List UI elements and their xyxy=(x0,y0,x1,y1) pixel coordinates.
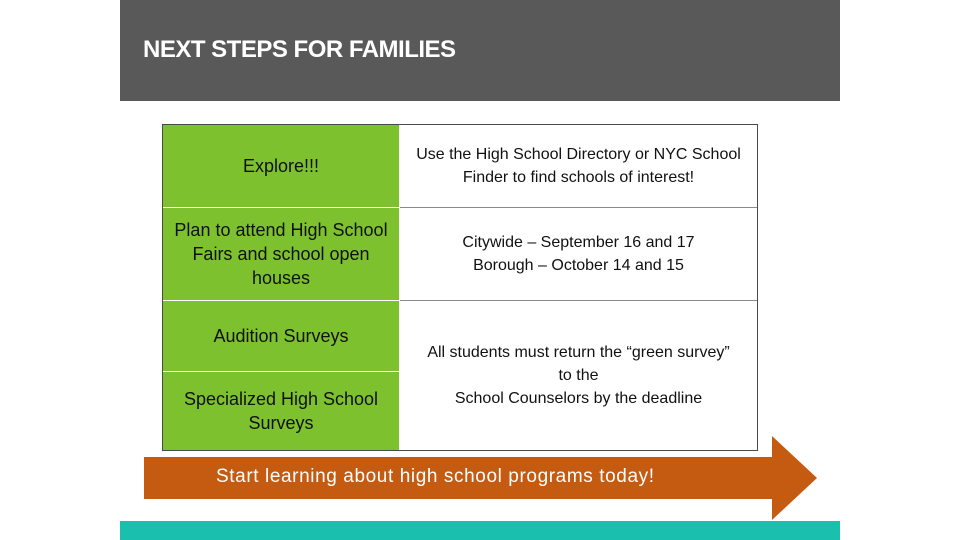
audition-surveys-text: Audition Surveys xyxy=(213,326,349,346)
row-fairs-detail xyxy=(400,208,757,300)
counselors-deadline-text: School Counselors by the deadline xyxy=(454,390,703,407)
explore-detail-end: to find schools of interest! xyxy=(508,169,695,186)
explore-detail-text: Use the xyxy=(416,146,476,163)
fairs-text: Plan to attend High School Fairs and school open houses xyxy=(174,220,388,288)
row-explore-detail xyxy=(400,125,757,207)
footer-bar xyxy=(120,521,840,540)
citywide-dates: – September 16 and 17 xyxy=(522,234,695,251)
citywide-label: Citywide xyxy=(462,234,523,251)
specialized-surveys-text: Specialized High School Surveys xyxy=(183,389,379,433)
row-fairs-label xyxy=(163,208,399,300)
start-learning-text: Start learning about high school programs today! xyxy=(216,466,655,487)
row-audition-label xyxy=(163,301,399,371)
citywide-line xyxy=(462,231,694,254)
borough-label: Borough xyxy=(473,257,534,274)
title-banner xyxy=(120,0,840,101)
green-survey-text: All students must return the “green survey” to the xyxy=(427,344,730,384)
explore-detail-connector: or xyxy=(630,146,654,163)
row-explore-label xyxy=(163,125,399,207)
nyc-school-finder-text: NYC School Finder xyxy=(462,146,741,186)
borough-line xyxy=(462,254,694,277)
borough-dates: – October 14 and 15 xyxy=(533,257,684,274)
next-steps-table xyxy=(162,124,758,451)
explore-text: Explore!!! xyxy=(242,156,320,176)
page-title: NEXT STEPS FOR FAMILIES xyxy=(143,36,456,63)
row-surveys-detail xyxy=(400,301,757,450)
high-school-directory-text: High School Directory xyxy=(475,146,631,163)
